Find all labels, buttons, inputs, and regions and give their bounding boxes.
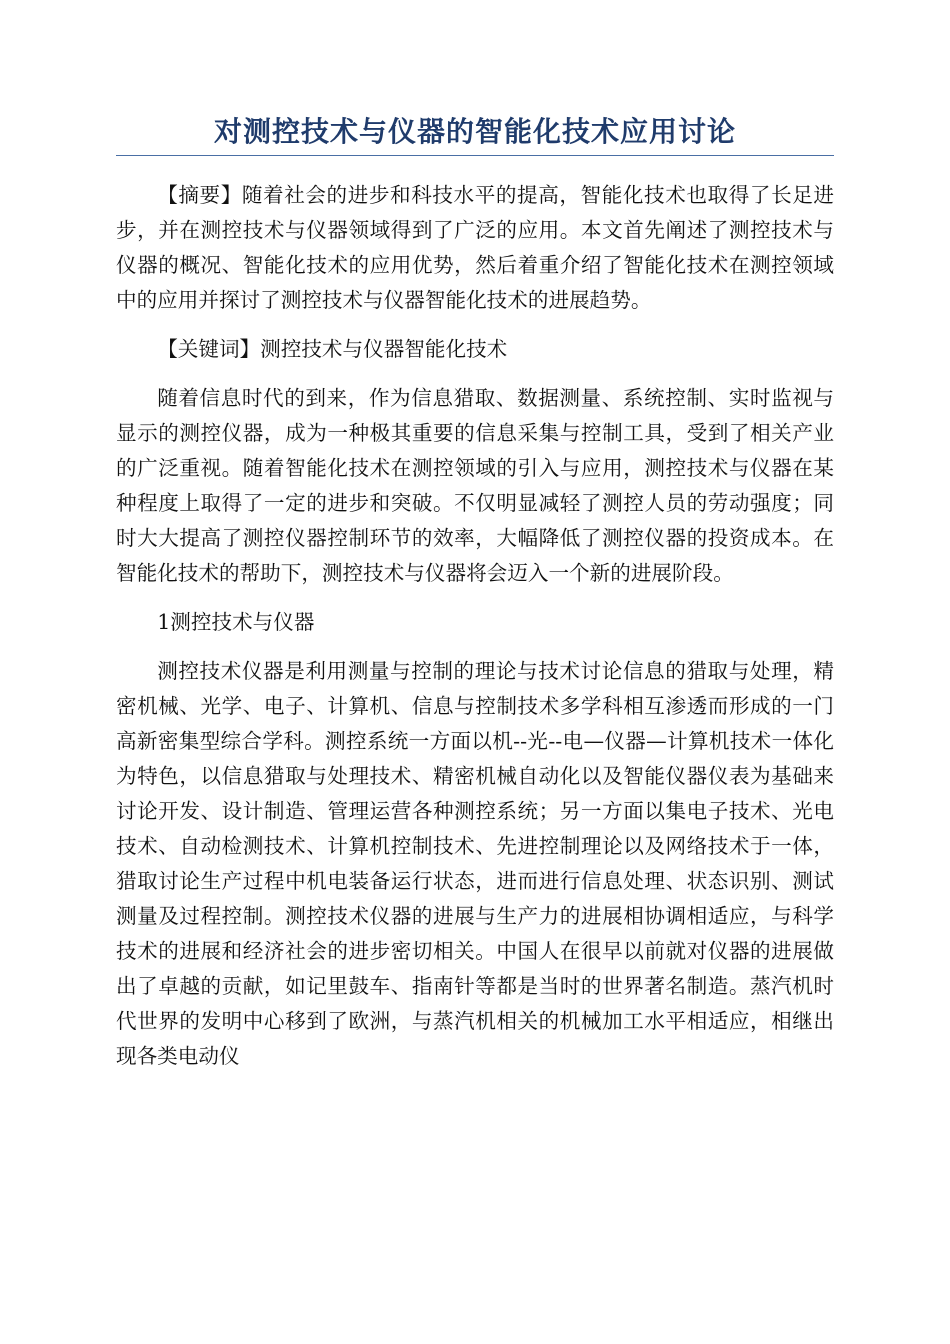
document-title: 对测控技术与仪器的智能化技术应用讨论 <box>116 112 834 156</box>
section-1-body: 测控技术仪器是利用测量与控制的理论与技术讨论信息的猎取与处理，精密机械、光学、电子、计算机、信息与控制技术多学科相互渗透而形成的一门高新密集型综合学科。测控系统一方面以机--光--电—仪器—计算机技术一体化为特色，以信息猎取与处理技术、精密机械自动化以及智能仪器仪表为基础来讨论开发、设计制造、管理运营各种测控系统；另一方面以集电子技术、光电技术、自动检测技术、计算机控制技术、先进控制理论以及网络技术于一体，猎取讨论生产过程中机电装备运行状态，进而进行信息处理、状态识别、测试测量及过程控制。测控技术仪器的进展与生产力的进展相协调相适应，与科学技术的进展和经济社会的进步密切相关。中国人在很早以前就对仪器的进展做出了卓越的贡献，如记里鼓车、指南针等都是当时的世界著名制造。蒸汽机时代世界的发明中心移到了欧洲，与蒸汽机相关的机械加工水平相适应，相继出现各类电动仪 <box>116 659 834 1068</box>
intro-paragraph: 随着信息时代的到来，作为信息猎取、数据测量、系统控制、实时监视与显示的测控仪器，成为一种极其重要的信息采集与控制工具，受到了相关产业的广泛重视。随着智能化技术在测控领域的引入与应用，测控技术与仪器在某种程度上取得了一定的进步和突破。不仅明显减轻了测控人员的劳动强度；同时大大提高了测控仪器控制环节的效率，大幅降低了测控仪器的投资成本。在智能化技术的帮助下，测控技术与仪器将会迈入一个新的进展阶段。 <box>116 386 834 585</box>
section-heading-1: 1测控技术与仪器 <box>157 610 315 634</box>
document-page <box>116 112 834 1074</box>
keywords-paragraph: 【关键词】测控技术与仪器智能化技术 <box>157 337 508 361</box>
abstract-paragraph: 【摘要】随着社会的进步和科技水平的提高，智能化技术也取得了长足进步，并在测控技术与仪器领域得到了广泛的应用。本文首先阐述了测控技术与仪器的概况、智能化技术的应用优势，然后着重介绍了智能化技术在测控领域中的应用并探讨了测控技术与仪器智能化技术的进展趋势。 <box>116 183 834 312</box>
